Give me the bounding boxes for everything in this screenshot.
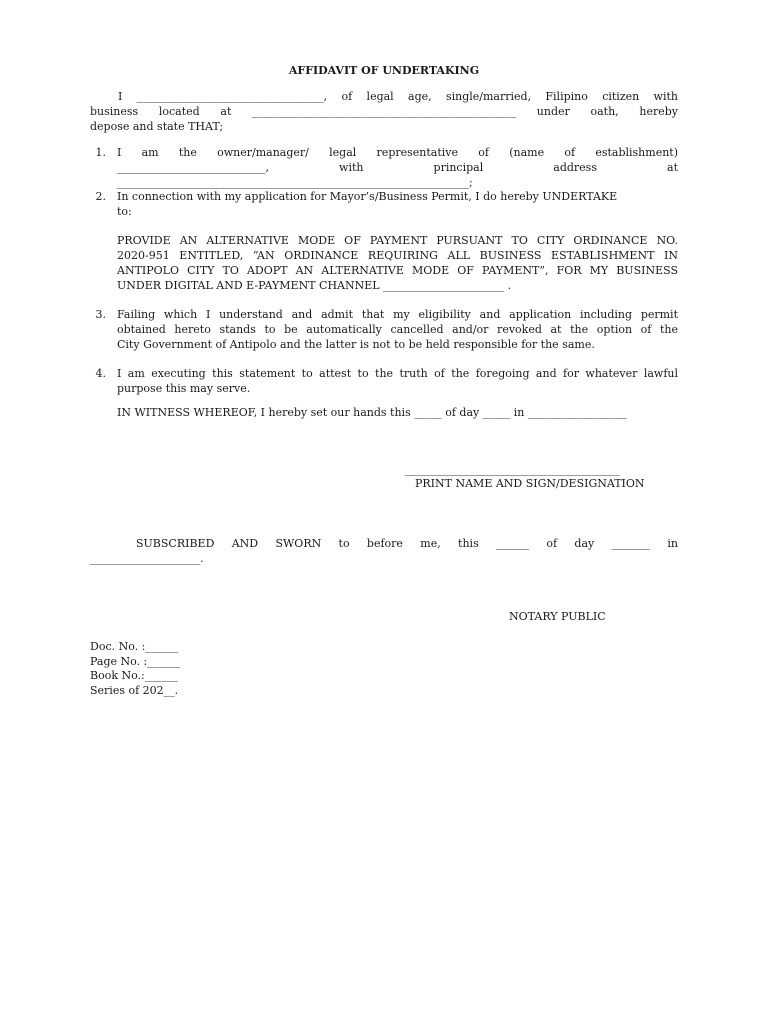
- item-4-number: 4.: [95, 367, 106, 380]
- item-1-number: 1.: [95, 146, 106, 159]
- intro-line-1: I __________________________________, of legal age, single/married, Filipino citizen with: [118, 90, 678, 103]
- item-3-line-2: obtained hereto stands to be automatically cancelled and/or revoked at the option of the: [117, 323, 678, 336]
- item-3-line-1: Failing which I understand and admit that my eligibility and application including permit: [117, 308, 678, 321]
- item-4-line-2: purpose this may serve.: [117, 382, 251, 395]
- doc-number: Doc. No. :______: [90, 640, 179, 653]
- notary-public-label: NOTARY PUBLIC: [509, 610, 606, 623]
- provide-line-1: PROVIDE AN ALTERNATIVE MODE OF PAYMENT PURSUANT TO CITY ORDINANCE NO.: [117, 234, 678, 247]
- book-number: Book No.:______: [90, 669, 178, 682]
- item-2-number: 2.: [95, 190, 106, 203]
- intro-line-2: business located at ________________________________________________ under oath, hereby: [90, 105, 678, 118]
- provide-line-2: 2020-951 ENTITLED, “AN ORDINANCE REQUIRING ALL BUSINESS ESTABLISHMENT IN: [117, 249, 678, 262]
- page-number: Page No. :______: [90, 655, 181, 668]
- item-1-line-2: ___________________________, with principal address at: [117, 161, 678, 174]
- witness-statement: IN WITNESS WHEREOF, I hereby set our hands this _____ of day _____ in __________________: [117, 406, 627, 419]
- item-3-line-3: City Government of Antipolo and the latter is not to be held responsible for the same.: [117, 338, 595, 351]
- item-1-line-1: I am the owner/manager/ legal representative of (name of establishment): [117, 146, 678, 159]
- signature-label: PRINT NAME AND SIGN/DESIGNATION: [415, 477, 645, 490]
- item-4-line-1: I am executing this statement to attest to the truth of the foregoing and for whatever lawful: [117, 367, 678, 380]
- intro-line-3: depose and state THAT;: [90, 120, 224, 133]
- signature-line: _______________________________________: [405, 463, 620, 476]
- document-title: AFFIDAVIT OF UNDERTAKING: [288, 64, 480, 77]
- provide-line-4: UNDER DIGITAL AND E-PAYMENT CHANNEL ______________________ .: [117, 279, 512, 292]
- item-3-number: 3.: [95, 308, 106, 321]
- subscribed-line-2: ____________________.: [90, 552, 204, 565]
- item-2-line-2: to:: [117, 205, 132, 218]
- item-2-line-1: In connection with my application for Mayor’s/Business Permit, I do hereby UNDERTAKE: [117, 190, 618, 203]
- subscribed-line-1: SUBSCRIBED AND SWORN to before me, this ______ of day _______ in: [136, 537, 678, 550]
- item-1-line-3: ________________________________________________________________;: [117, 176, 473, 189]
- provide-line-3: ANTIPOLO CITY TO ADOPT AN ALTERNATIVE MODE OF PAYMENT”, FOR MY BUSINESS: [117, 264, 678, 277]
- series-year: Series of 202__.: [90, 684, 179, 697]
